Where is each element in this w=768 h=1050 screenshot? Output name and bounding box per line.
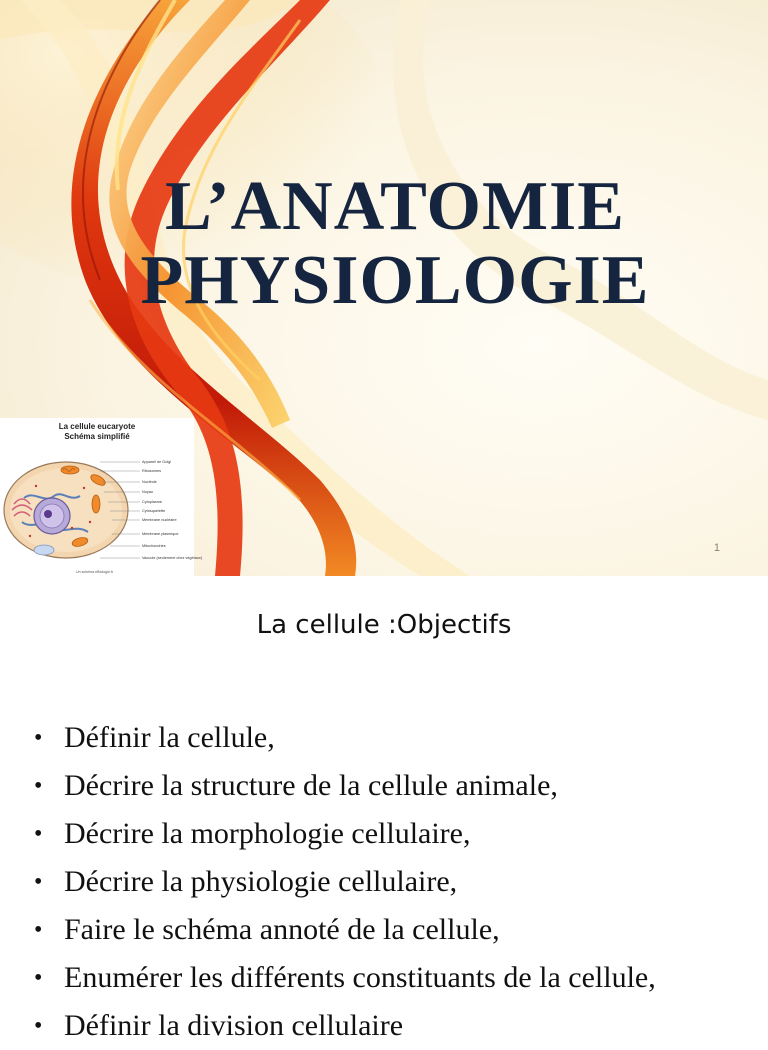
objective-item [34,906,768,954]
eukaryotic-cell-illustration [0,418,194,576]
bullet-icon: • [34,773,43,799]
diagram-credit: Un schéma eBiologie.fr [76,570,114,574]
objective-text: Décrire la morphologie cellulaire, [64,817,471,850]
objectives-heading: La cellule :Objectifs [256,610,512,640]
diagram-label: Cytoplasme [142,500,163,504]
objective-text: Faire le schéma annoté de la cellule, [64,913,500,946]
diagram-label: Appareil de Golgi [142,460,172,464]
objective-item [34,714,768,762]
objective-item [34,954,768,1002]
objective-item [34,810,768,858]
bullet-icon: • [34,869,43,895]
slide-title-line-1: L’ANATOMIE [165,168,625,245]
objective-text: Définir la cellule, [64,721,275,754]
diagram-label: Cytosquelette [142,509,166,513]
slide-number: 1 [713,542,720,554]
diagram-caption-title: La cellule eucaryote [58,422,136,431]
bullet-icon: • [34,917,43,943]
objective-text: Décrire la structure de la cellule animale, [64,769,558,802]
objectives-list [34,714,768,1050]
diagram-label: Membrane plasmique [142,532,179,536]
objective-item [34,762,768,810]
objective-text: Décrire la physiologie cellulaire, [64,865,458,898]
objective-item [34,1002,768,1050]
diagram-label: Vacuole (seulement chez végétaux) [142,556,203,560]
diagram-label: Ribosomes [142,469,161,473]
diagram-label: Membrane nucléaire [142,518,177,522]
diagram-label: Nucléole [142,480,157,484]
slide-title-line-2: PHYSIOLOGIE [140,242,650,319]
bullet-icon: • [34,1013,43,1039]
cell-diagram [0,418,203,576]
bullet-icon: • [34,725,43,751]
objective-text: Définir la division cellulaire [64,1009,404,1042]
bullet-icon: • [34,965,43,991]
bullet-icon: • [34,821,43,847]
diagram-label: Mitochondries [142,544,166,548]
diagram-label: Noyau [142,490,153,494]
slide-title [0,170,768,318]
diagram-caption-subtitle: Schéma simplifié [64,432,130,441]
objective-item [34,858,768,906]
objective-text: Enumérer les différents constituants de la cellule, [64,961,656,994]
